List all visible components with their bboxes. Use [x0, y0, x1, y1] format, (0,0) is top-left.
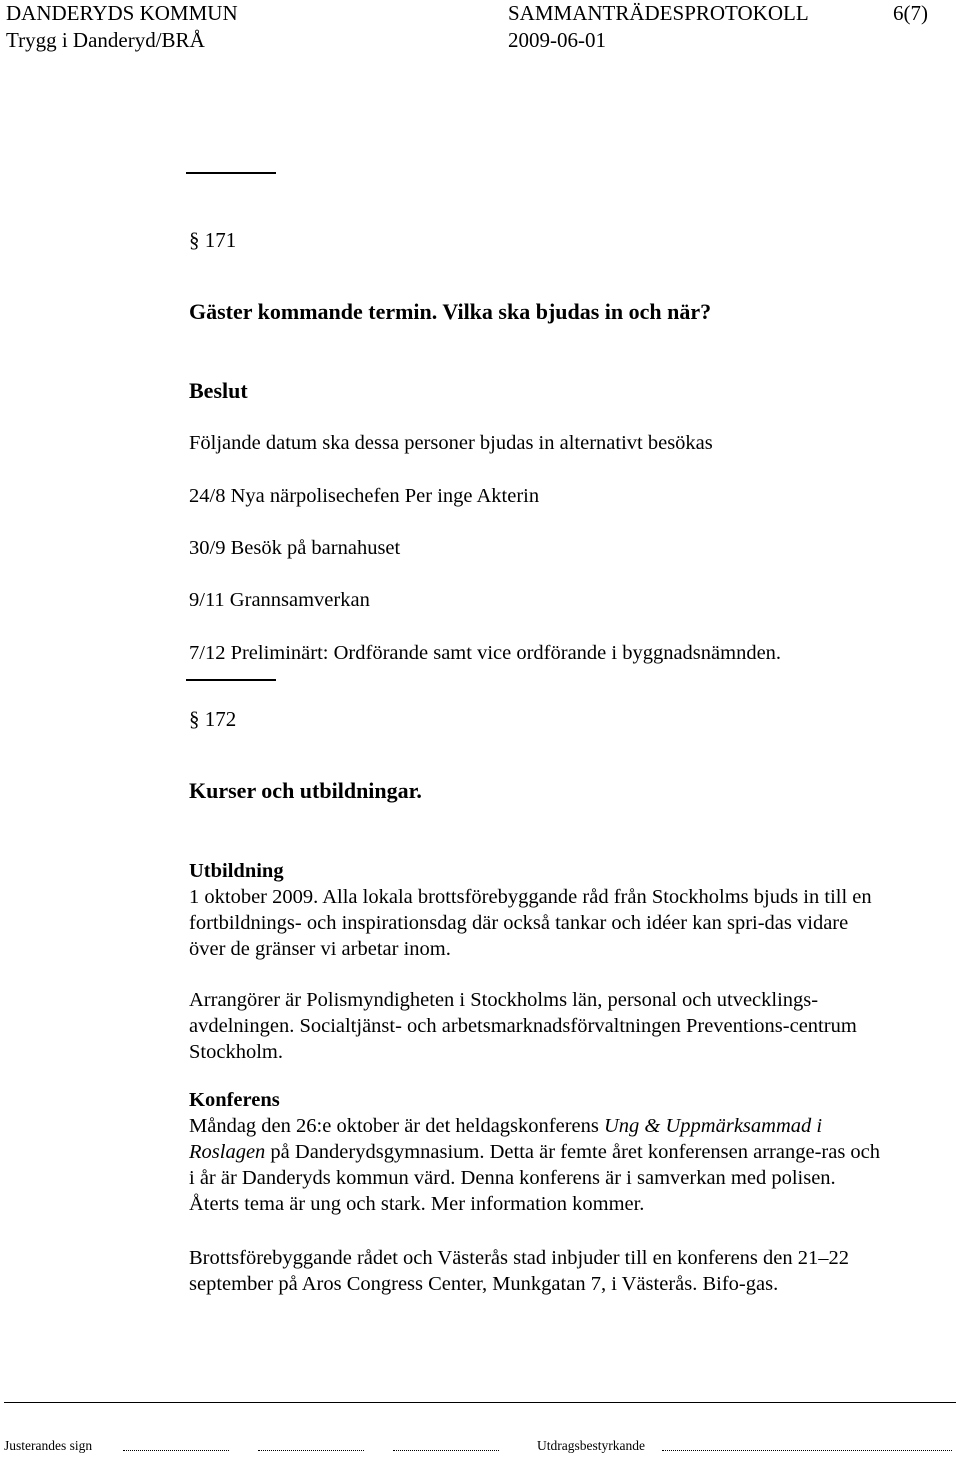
conference-text-1a: Måndag den 26:e oktober är det heldagskonferens: [189, 1115, 604, 1137]
conference-heading: Konferens: [189, 1089, 280, 1111]
conference-text-2: Brottsförebyggande rådet och Västerås stad inbjuder till en konferens den 21–22 september på Aros Congress Center, Munkgatan 7, i Västerås. Bifo-gas.: [189, 1247, 849, 1295]
signature-line-2: [258, 1450, 364, 1451]
header-page-number: 6(7): [893, 1, 928, 25]
conference-text-1: [189, 1113, 889, 1217]
education-paragraph-2: [189, 987, 889, 1065]
footer-utdragsbestyrkande: Utdragsbestyrkande: [537, 1438, 645, 1453]
education-paragraph-1: [189, 884, 889, 962]
signature-line-1: [123, 1450, 229, 1451]
guest-item: 7/12 Preliminärt: Ordförande samt vice ordförande i byggnadsnämnden.: [189, 642, 782, 664]
conference-name: Ung & Uppmärksammad i Roslagen: [189, 1115, 823, 1163]
section-title-172: Kurser och utbildningar.: [189, 778, 422, 803]
signature-line-4: [662, 1450, 952, 1451]
header-doc-type: SAMMANTRÄDESPROTOKOLL: [508, 1, 809, 25]
section-divider-172: [186, 679, 276, 681]
section-number-172: § 172: [189, 707, 237, 731]
conference-paragraph-2: [189, 1245, 889, 1297]
section-number-171: § 171: [189, 228, 237, 252]
conference-text-1b: på Danderydsgymnasium. Detta är femte året konferensen arrange-ras och i år är Danderyds kommun värd. Denna konferens är i samverkan med polisen. Återts tema är ung och stark. Mer information kommer.: [189, 1141, 881, 1215]
footer-justerandes-sign: Justerandes sign: [4, 1438, 93, 1453]
header-org: DANDERYDS KOMMUN: [6, 1, 238, 25]
education-text-2: Arrangörer är Polismyndigheten i Stockholms län, personal och utvecklings-avdelningen. Socialtjänst- och arbetsmarknadsförvaltningen Preventions-centrum Stockholm.: [189, 989, 857, 1063]
conference-paragraph-1: [189, 1113, 889, 1217]
decision-intro: Följande datum ska dessa personer bjudas in alternativt besökas: [189, 432, 713, 454]
footer-divider: [4, 1402, 956, 1403]
education-text-1: 1 oktober 2009. Alla lokala brottsförebyggande råd från Stockholms bjuds in till en fortbildnings- och inspirationsdag där också tankar och idéer kan spri-das vidare över de gränser vi arbetar inom.: [189, 886, 872, 960]
education-heading: Utbildning: [189, 860, 284, 882]
section-divider-171: [186, 172, 276, 174]
decision-heading: Beslut: [189, 378, 248, 403]
section-title-171: Gäster kommande termin. Vilka ska bjudas in och när?: [189, 299, 712, 324]
signature-line-3: [393, 1450, 499, 1451]
guest-item: 30/9 Besök på barnahuset: [189, 537, 401, 559]
header-date: 2009-06-01: [508, 28, 606, 52]
guest-item: 9/11 Grannsamverkan: [189, 589, 370, 611]
guest-item: 24/8 Nya närpolisechefen Per inge Akterin: [189, 485, 540, 507]
header-unit: Trygg i Danderyd/BRÅ: [6, 28, 205, 52]
